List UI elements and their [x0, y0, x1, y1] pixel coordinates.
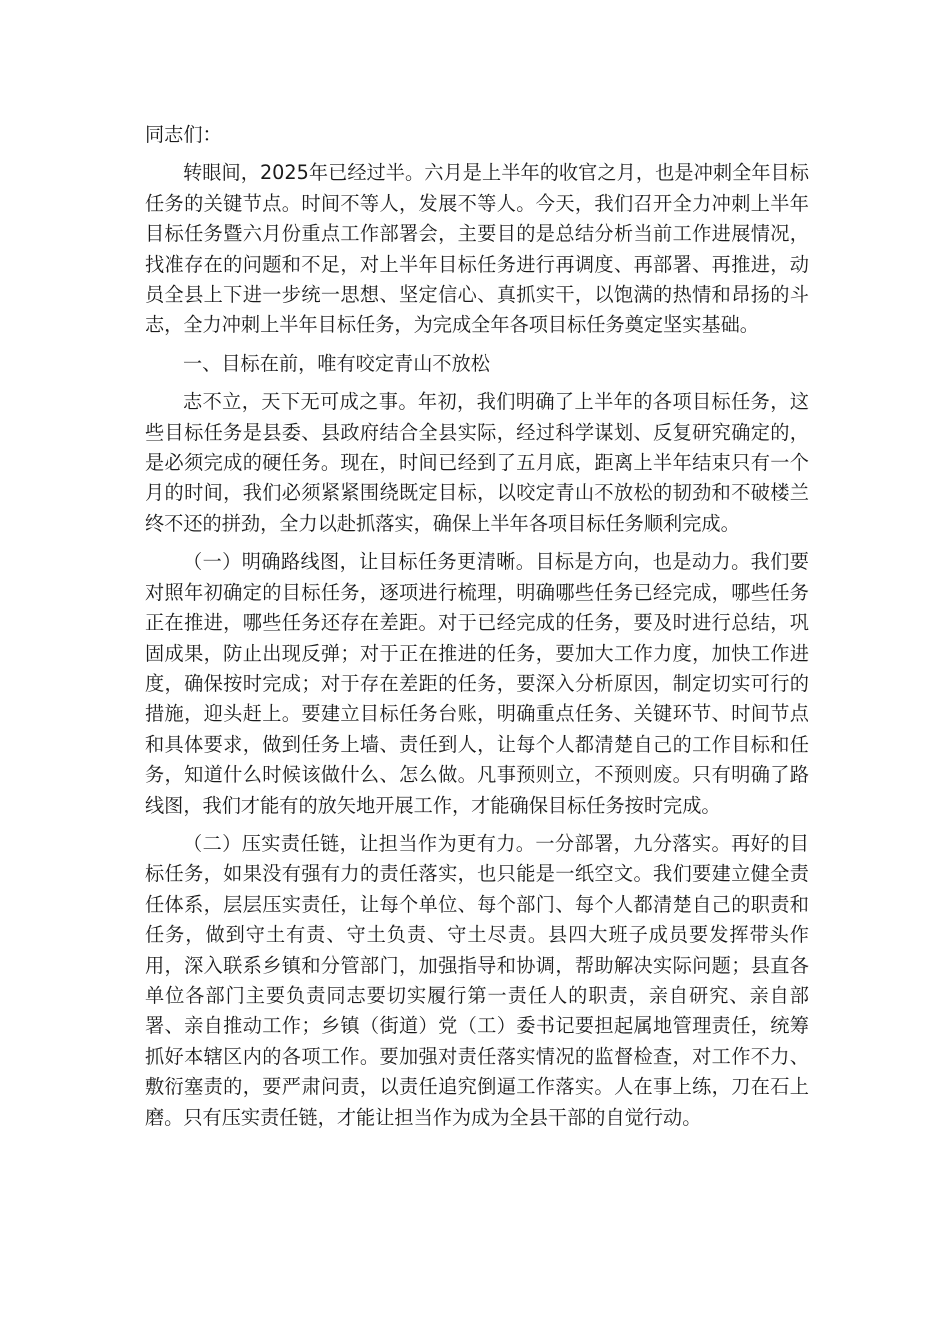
intro-paragraph: 转眼间，2025年已经过半。六月是上半年的收官之月，也是冲刺全年目标任务的关键节点。时间不等人，发展不等人。今天，我们召开全力冲刺上半年目标任务暨六月份重点工作部署会，主要目的是总结分析当前工作进展情况，找准存在的问题和不足，对上半年目标任务进行再调度、再部署、再推进，动员全县上下进一步统一思想、坚定信心、真抓实干，以饱满的热情和昂扬的斗志，全力冲刺上半年目标任务，为完成全年各项目标任务奠定坚实基础。 — [145, 161, 809, 337]
subsection-2-paragraph: （二）压实责任链，让担当作为更有力。一分部署，九分落实。再好的目标任务，如果没有强有力的责任落实，也只能是一纸空文。我们要建立健全责任体系，层层压实责任，让每个单位、每个部门、每个人都清楚自己的职责和任务，做到守土有责、守土负责、守土尽责。县四大班子成员要发挥带头作用，深入联系乡镇和分管部门，加强指导和协调，帮助解决实际问题；县直各单位各部门主要负责同志要切实履行第一责任人的职责，亲自研究、亲自部署、亲自推动工作；乡镇（街道）党（工）委书记要担起属地管理责任，统筹抓好本辖区内的各项工作。要加强对责任落实情况的监督检查，对工作不力、敷衍塞责的，要严肃问责，以责任追究倒逼工作落实。人在事上练，刀在石上磨。只有压实责任链，才能让担当作为成为全县干部的自觉行动。 — [145, 831, 809, 1129]
section-1-heading: 一、目标在前，唯有咬定青山不放松 — [183, 351, 490, 375]
document-body — [145, 120, 809, 1141]
greeting: 同志们： — [145, 123, 222, 146]
subsection-1-paragraph: （一）明确路线图，让目标任务更清晰。目标是方向，也是动力。我们要对照年初确定的目标任务，逐项进行梳理，明确哪些任务已经完成，哪些任务正在推进，哪些任务还存在差距。对于已经完成的任务，要及时进行总结，巩固成果，防止出现反弹；对于正在推进的任务，要加大工作力度，加快工作进度，确保按时完成；对于存在差距的任务，要深入分析原因，制定切实可行的措施，迎头赶上。要建立目标任务台账，明确重点任务、关键环节、时间节点和具体要求，做到任务上墙、责任到人，让每个人都清楚自己的工作目标和任务，知道什么时候该做什么、怎么做。凡事预则立，不预则废。只有明确了路线图，我们才能有的放矢地开展工作，才能确保目标任务按时完成。 — [145, 550, 809, 817]
section-1-paragraph: 志不立，天下无可成之事。年初，我们明确了上半年的各项目标任务，这些目标任务是县委、县政府结合全县实际，经过科学谋划、反复研究确定的，是必须完成的硬任务。现在，时间已经到了五月底，距离上半年结束只有一个月的时间，我们必须紧紧围绕既定目标，以咬定青山不放松的韧劲和不破楼兰终不还的拼劲，全力以赴抓落实，确保上半年各项目标任务顺利完成。 — [145, 390, 809, 535]
